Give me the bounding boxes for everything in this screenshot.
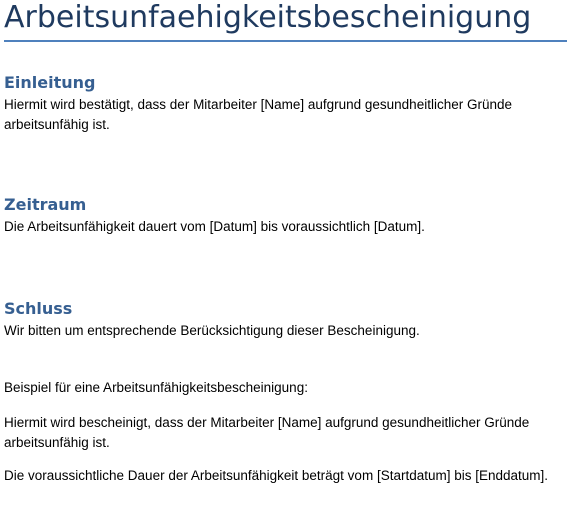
section-text: Die Arbeitsunfähigkeit dauert vom [Datum] bis voraussichtlich [Datum]. — [4, 219, 425, 234]
section-zeitraum — [4, 195, 565, 237]
document-title: Arbeitsunfaehigkeitsbescheinigung — [4, 0, 532, 35]
example-paragraph: Hiermit wird bescheinigt, dass der Mitarbeiter [Name] aufgrund gesundheitlicher Gründe arbeitsunfähig ist. — [4, 415, 530, 450]
section-heading: Schluss — [4, 299, 73, 318]
example-block — [4, 378, 565, 486]
section-einleitung — [4, 73, 565, 135]
section-text: Hiermit wird bestätigt, dass der Mitarbeiter [Name] aufgrund gesundheitlicher Gründe arbeitsunfähig ist. — [4, 97, 512, 132]
example-intro: Beispiel für eine Arbeitsunfähigkeitsbescheinigung: — [4, 380, 308, 395]
example-paragraph: Die voraussichtliche Dauer der Arbeitsunfähigkeit beträgt vom [Startdatum] bis [Enddatum]. — [4, 468, 549, 483]
section-heading: Einleitung — [4, 73, 96, 92]
section-text: Wir bitten um entsprechende Berücksichtigung dieser Bescheinigung. — [4, 323, 420, 338]
title-divider — [4, 40, 567, 42]
section-heading: Zeitraum — [4, 195, 87, 214]
section-schluss — [4, 299, 565, 341]
